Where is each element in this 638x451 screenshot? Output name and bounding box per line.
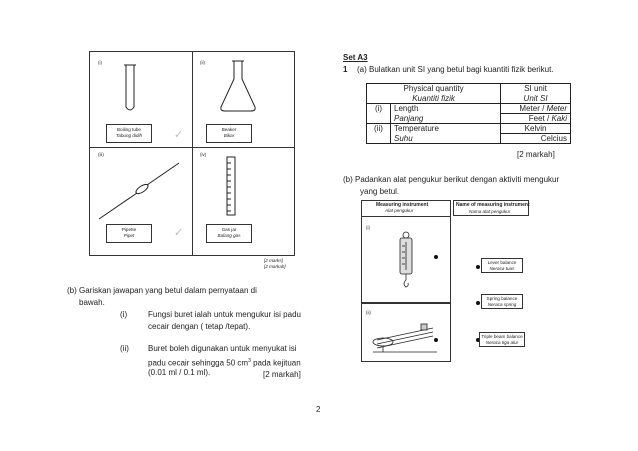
header-instrument-ms: Alat pengukur	[385, 208, 414, 213]
item-i-number: (i)	[120, 310, 128, 319]
check-mark-icon: ✓	[174, 129, 184, 141]
instrument-number-ii: (ii)	[366, 310, 371, 315]
option-spring-balance[interactable]: Spring balance Neraca spring	[481, 294, 523, 309]
label-box-pipette: Pipette Pipet	[106, 224, 152, 243]
match-dot-lever[interactable]	[476, 265, 480, 269]
item-i-line1: Fungsi buret ialah untuk mengukur isi padu	[148, 310, 301, 319]
label-box-beaker: Beaker Bikar	[206, 124, 252, 143]
cell-number-1: (i)	[98, 60, 102, 65]
cell-number-4: (iv)	[200, 152, 207, 157]
page-number: 2	[316, 405, 321, 414]
question-b-right-line1: (b) Padankan alat pengukur berikut dengan aktiviti mengukur	[343, 175, 560, 184]
si-unit-table	[366, 83, 571, 144]
option-lever-balance[interactable]: Lever balance Neraca tuas	[481, 258, 523, 273]
header-quantity: Physical quantity	[367, 84, 501, 94]
triple-beam-balance-icon	[373, 324, 437, 352]
check-mark-icon: ✓	[174, 227, 184, 239]
question-b-right-line2: yang betul.	[360, 187, 400, 196]
name-header-box	[453, 200, 529, 216]
marks-ms: [2 markah]	[264, 264, 286, 269]
instrument-number-i: (i)	[366, 225, 370, 230]
unit-option-feet[interactable]: Feet / Kaki	[501, 114, 571, 124]
header-quantity-ms: Kuantiti fizik	[367, 94, 501, 104]
marks-b-left: [2 markah]	[263, 370, 301, 379]
cell-number-2: (ii)	[200, 60, 205, 65]
gas-jar-icon	[227, 157, 235, 215]
match-dot-ii[interactable]	[434, 338, 438, 342]
marks-en: [2 marks]	[264, 258, 283, 263]
table-row: Panjang Feet / Kaki	[367, 114, 571, 124]
pipette-icon	[99, 163, 179, 219]
item-i-line2: cecair dengan ( tetap /tepat).	[148, 322, 251, 331]
marks-a: [2 markah]	[517, 150, 555, 159]
unit-option-celcius[interactable]: Celcius	[501, 134, 571, 144]
item-ii-number: (ii)	[120, 344, 129, 353]
header-instrument: Measuring instrument	[376, 202, 429, 208]
item-ii-line3: (0.01 ml / 0.1 ml).	[148, 368, 211, 377]
table-row: (ii) Temperature Kelvin	[367, 124, 571, 134]
table-header-row	[367, 84, 571, 94]
unit-option-kelvin[interactable]: Kelvin	[501, 124, 571, 134]
header-name: Name of measuring instrument	[456, 202, 530, 208]
header-name-ms: Nama alat pengukur	[469, 209, 511, 214]
question-number: 1	[343, 65, 348, 74]
label-box-boiling-tube: Boiling tube Tabung didih	[106, 124, 152, 143]
spring-balance-icon	[400, 232, 412, 287]
set-title: Set A3	[343, 53, 368, 62]
label-box-gas-jar: Gas jar Balang gas	[206, 224, 252, 243]
item-ii-line2: padu cecair sehingga 50 $cm^3$ pada kejituan	[148, 358, 301, 368]
match-dot-i[interactable]	[434, 255, 438, 259]
question-b-line1: (b) Gariskan jawapan yang betul dalam pernyataan di	[67, 286, 257, 295]
table-row: Suhu Celcius	[367, 134, 571, 144]
match-dot-spring[interactable]	[476, 301, 480, 305]
question-a-text: (a) Bulatkan unit SI yang betul bagi kuantiti fizik berikut.	[357, 65, 554, 74]
flask-icon	[221, 61, 255, 111]
cell-number-3: (iii)	[98, 152, 104, 157]
item-ii-line1: Buret boleh digunakan untuk menyukat isi	[148, 344, 297, 353]
header-unit: SI unit	[501, 84, 571, 94]
boiling-tube-icon	[124, 65, 136, 110]
unit-option-meter[interactable]: Meter / Meter	[501, 104, 571, 114]
table-row: (i) Length Meter / Meter	[367, 104, 571, 114]
table-header-row-ms	[367, 94, 571, 104]
question-b-line2: bawah.	[79, 298, 105, 307]
option-triple-beam-balance[interactable]: Triple beam balance Neraca tiga alur	[479, 332, 525, 347]
header-unit-ms: Unit SI	[501, 94, 571, 104]
